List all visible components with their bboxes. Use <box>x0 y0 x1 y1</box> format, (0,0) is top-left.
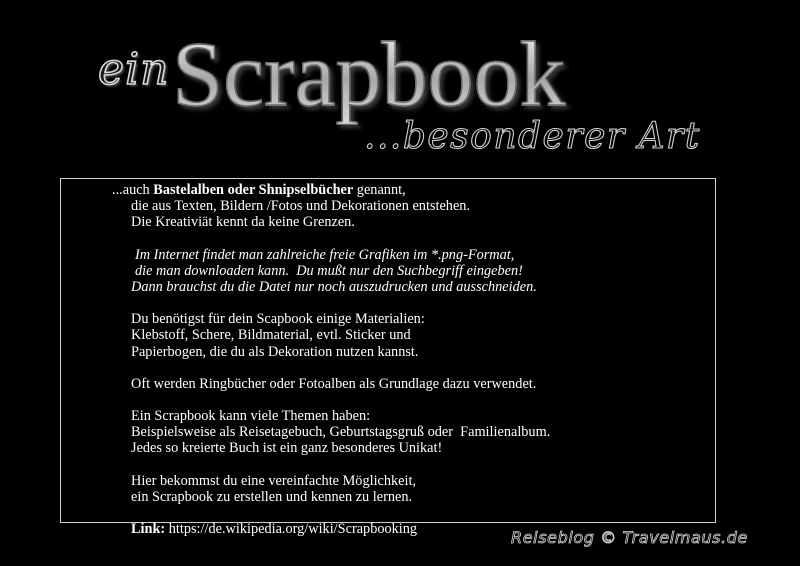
text-segment: genannt, <box>353 182 406 198</box>
paragraph-basis <box>112 376 712 392</box>
paragraph-offer <box>112 473 712 505</box>
text-line: die aus Texten, Bildern /Fotos und Dekorationen entstehen. <box>131 198 471 215</box>
paragraph-gap <box>112 360 712 376</box>
title-subtitle: ...besonderer Art <box>364 116 701 157</box>
text-line: ein Scrapbook zu erstellen und kennen zu lernen. <box>131 488 413 505</box>
text-line: Die Kreativiät kennt da keine Grenzen. <box>131 214 355 231</box>
link-label: Link: <box>131 521 166 538</box>
link-url[interactable]: https://de.wikipedia.org/wiki/Scrapbooking <box>168 521 418 538</box>
paragraph-gap <box>112 295 712 311</box>
text-segment: ...auch <box>112 182 154 198</box>
paragraph-themes <box>112 408 712 457</box>
bold-term: Bastelalben oder Shnipselbücher <box>153 182 354 198</box>
content-text <box>112 182 712 537</box>
paragraph-intro <box>112 182 712 231</box>
text-line: Dann brauchst du die Datei nur noch auszudrucken und ausschneiden. <box>131 279 537 296</box>
paragraph-gap <box>112 505 712 521</box>
text-line: Papierbogen, die du als Dekoration nutzen kannst. <box>131 343 419 360</box>
paragraph-internet <box>112 247 712 296</box>
footer-credit: Reiseblog © Travelmaus.de <box>511 528 748 547</box>
title-prefix: ein <box>98 44 170 95</box>
text-line: Oft werden Ringbücher oder Fotoalben als Grundlage dazu verwendet. <box>131 375 537 392</box>
text-line: Hier bekommst du eine vereinfachte Möglichkeit, <box>131 472 417 489</box>
text-line: Beispielsweise als Reisetagebuch, Geburtstagsgruß oder Familienalbum. <box>131 424 551 441</box>
paragraph-gap <box>112 457 712 473</box>
text-line: Jedes so kreierte Buch ist ein ganz besonderes Unikat! <box>131 440 443 457</box>
text-line: Ein Scrapbook kann viele Themen haben: <box>131 408 371 425</box>
text-line: Im Internet findet man zahlreiche freie Grafiken im *.png-Format, <box>135 246 515 263</box>
text-line: Du benötigst für dein Scapbook einige Materialien: <box>131 311 425 328</box>
paragraph-gap <box>112 392 712 408</box>
paragraph-materials <box>112 311 712 360</box>
title-main: Scrapbook <box>172 23 566 125</box>
text-line: Klebstoff, Schere, Bildmaterial, evtl. Sticker und <box>131 327 411 344</box>
text-line <box>112 182 712 198</box>
text-line: die man downloaden kann. Du mußt nur den Suchbegriff eingeben! <box>135 262 523 279</box>
paragraph-gap <box>112 231 712 247</box>
